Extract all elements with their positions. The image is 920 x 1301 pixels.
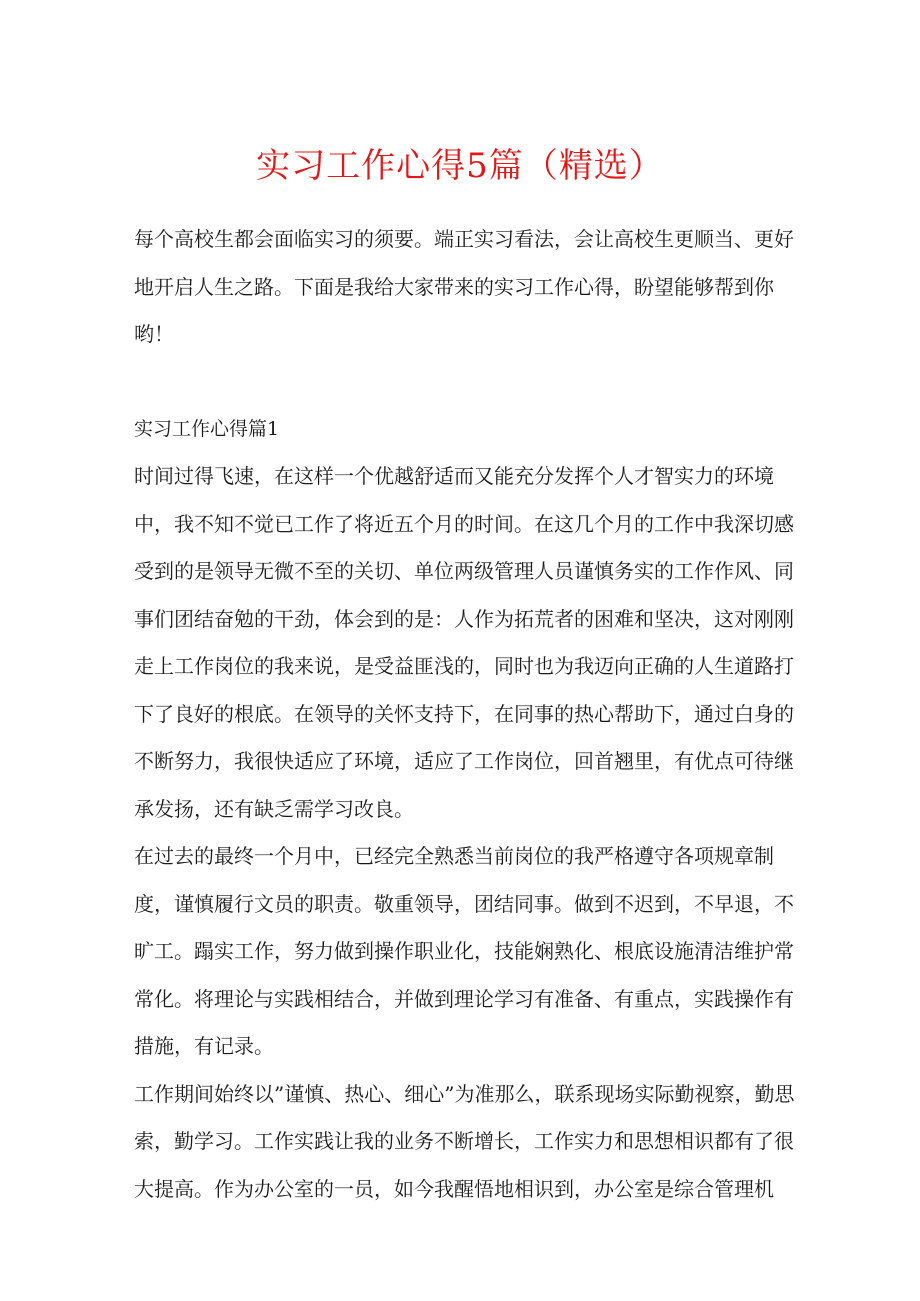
body-paragraph: 工作期间始终以”谨慎、热心、细心”为准那么，联系现场实际勤视察，勤思索，勤学习。工作实践让我的业务不断增长，工作实力和思想相识都有了很大提高。作为办公室的一员，如今我醒悟地相识到，办公室是综合管理机: [134, 1081, 795, 1201]
document-title: 实习工作心得5篇（精选）: [256, 146, 664, 186]
section-heading: 实习工作心得篇1: [134, 417, 280, 440]
intro-paragraph: 每个高校生都会面临实习的须要。端正实习看法，会让高校生更顺当、更好地开启人生之路。下面是我给大家带来的实习工作心得，盼望能够帮到你哟！: [134, 227, 794, 346]
body-paragraph: 时间过得飞速，在这样一个优越舒适而又能充分发挥个人才智实力的环境中，我不知不觉已工作了将近五个月的时间。在这几个月的工作中我深切感受到的是领导无微不至的关切、单位两级管理人员谨慎务实的工作作风、同事们团结奋勉的干劲，体会到的是：人作为拓荒者的困难和坚决，这对刚刚走上工作岗位的我来说，是受益匪浅的，同时也为我迈向正确的人生道路打下了良好的根底。在领导的关怀支持下，在同事的热心帮助下，通过白身的不断努力，我很快适应了环境，适应了工作岗位，回首翘里，有优点可待继承发扬，还有缺乏需学习改良。: [134, 464, 794, 821]
body-paragraph: 在过去的最终一个月中，已经完全熟悉当前岗位的我严格遵守各项规章制度，谨慎履行文员的职责。敬重领导，团结同事。做到不迟到，不早退，不旷工。蹋实工作，努力做到操作职业化，技能娴熟化、根底设施清洁维护常常化。将理论与实践相结合，并做到理论学习有准备、有重点，实践操作有措施，有记录。: [134, 844, 794, 1058]
document-body: [134, 216, 804, 1213]
